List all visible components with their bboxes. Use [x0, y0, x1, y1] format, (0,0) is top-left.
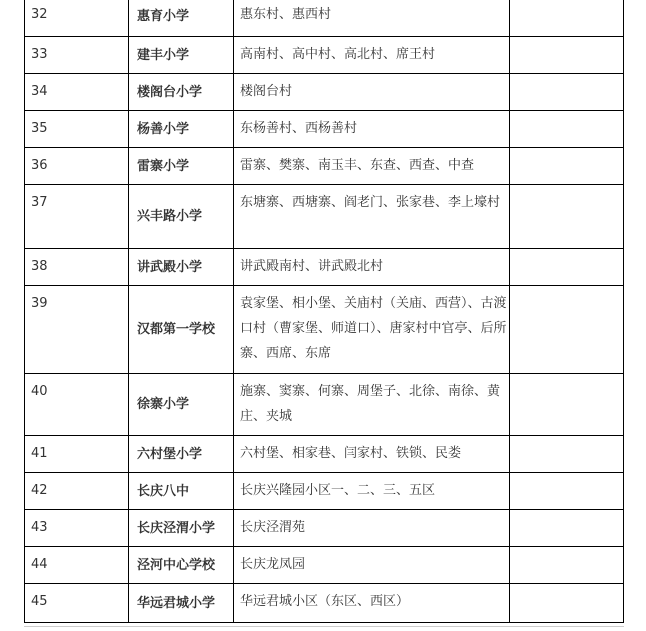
row-number: 34 — [25, 74, 129, 111]
enrollment-area: 袁家堡、相小堡、关庙村（关庙、西营）、古渡口村（曹家堡、师道口）、唐家村中官亭、后所寨、西席、东席 — [234, 286, 510, 374]
note-cell — [510, 148, 624, 185]
table-row — [25, 37, 624, 74]
row-number: 36 — [25, 148, 129, 185]
school-name: 华远君城小学 — [129, 584, 234, 623]
enrollment-area: 惠东村、惠西村 — [234, 0, 510, 37]
school-name: 泾河中心学校 — [129, 547, 234, 584]
enrollment-area: 东杨善村、西杨善村 — [234, 111, 510, 148]
enrollment-area: 东塘寨、西塘寨、阎老门、张家巷、李上壕村 — [234, 185, 510, 249]
table-row — [25, 74, 624, 111]
note-cell — [510, 111, 624, 148]
note-cell — [510, 374, 624, 436]
note-cell — [510, 286, 624, 374]
row-number: 33 — [25, 37, 129, 74]
note-cell — [510, 473, 624, 510]
enrollment-area: 施寨、窦寨、何寨、周堡子、北徐、南徐、黄庄、夹城 — [234, 374, 510, 436]
row-number: 35 — [25, 111, 129, 148]
note-cell — [510, 547, 624, 584]
note-cell — [510, 37, 624, 74]
note-cell — [510, 185, 624, 249]
school-name: 建丰小学 — [129, 37, 234, 74]
table-row — [25, 286, 624, 374]
table-row — [25, 584, 624, 623]
school-name: 兴丰路小学 — [129, 185, 234, 249]
table-row — [25, 473, 624, 510]
school-name: 汉都第一学校 — [129, 286, 234, 374]
note-cell — [510, 436, 624, 473]
school-name: 楼阁台小学 — [129, 74, 234, 111]
enrollment-area: 长庆龙凤园 — [234, 547, 510, 584]
table-row — [25, 148, 624, 185]
row-number: 40 — [25, 374, 129, 436]
table-row — [25, 0, 624, 37]
school-name: 六村堡小学 — [129, 436, 234, 473]
row-number: 39 — [25, 286, 129, 374]
row-number: 38 — [25, 249, 129, 286]
note-cell — [510, 510, 624, 547]
table-row — [25, 111, 624, 148]
note-cell — [510, 0, 624, 37]
table-row — [25, 374, 624, 436]
school-name: 长庆八中 — [129, 473, 234, 510]
table-row — [25, 547, 624, 584]
school-name: 讲武殿小学 — [129, 249, 234, 286]
row-number: 41 — [25, 436, 129, 473]
page-divider — [24, 626, 624, 627]
note-cell — [510, 249, 624, 286]
enrollment-area: 华远君城小区（东区、西区） — [234, 584, 510, 623]
table-row — [25, 436, 624, 473]
note-cell — [510, 74, 624, 111]
enrollment-area: 讲武殿南村、讲武殿北村 — [234, 249, 510, 286]
school-name: 惠育小学 — [129, 0, 234, 37]
table-body — [25, 0, 624, 623]
row-number: 44 — [25, 547, 129, 584]
row-number: 32 — [25, 0, 129, 37]
enrollment-area: 长庆泾渭苑 — [234, 510, 510, 547]
school-district-table — [24, 0, 624, 623]
row-number: 45 — [25, 584, 129, 623]
row-number: 37 — [25, 185, 129, 249]
row-number: 42 — [25, 473, 129, 510]
enrollment-area: 长庆兴隆园小区一、二、三、五区 — [234, 473, 510, 510]
enrollment-area: 雷寨、樊寨、南玉丰、东查、西查、中查 — [234, 148, 510, 185]
enrollment-area: 六村堡、相家巷、闫家村、铁锁、民娄 — [234, 436, 510, 473]
enrollment-area: 楼阁台村 — [234, 74, 510, 111]
school-name: 雷寨小学 — [129, 148, 234, 185]
table-row — [25, 249, 624, 286]
note-cell — [510, 584, 624, 623]
row-number: 43 — [25, 510, 129, 547]
school-name: 杨善小学 — [129, 111, 234, 148]
school-name: 徐寨小学 — [129, 374, 234, 436]
table-row — [25, 510, 624, 547]
school-name: 长庆泾渭小学 — [129, 510, 234, 547]
enrollment-area: 高南村、高中村、高北村、席王村 — [234, 37, 510, 74]
table-row — [25, 185, 624, 249]
